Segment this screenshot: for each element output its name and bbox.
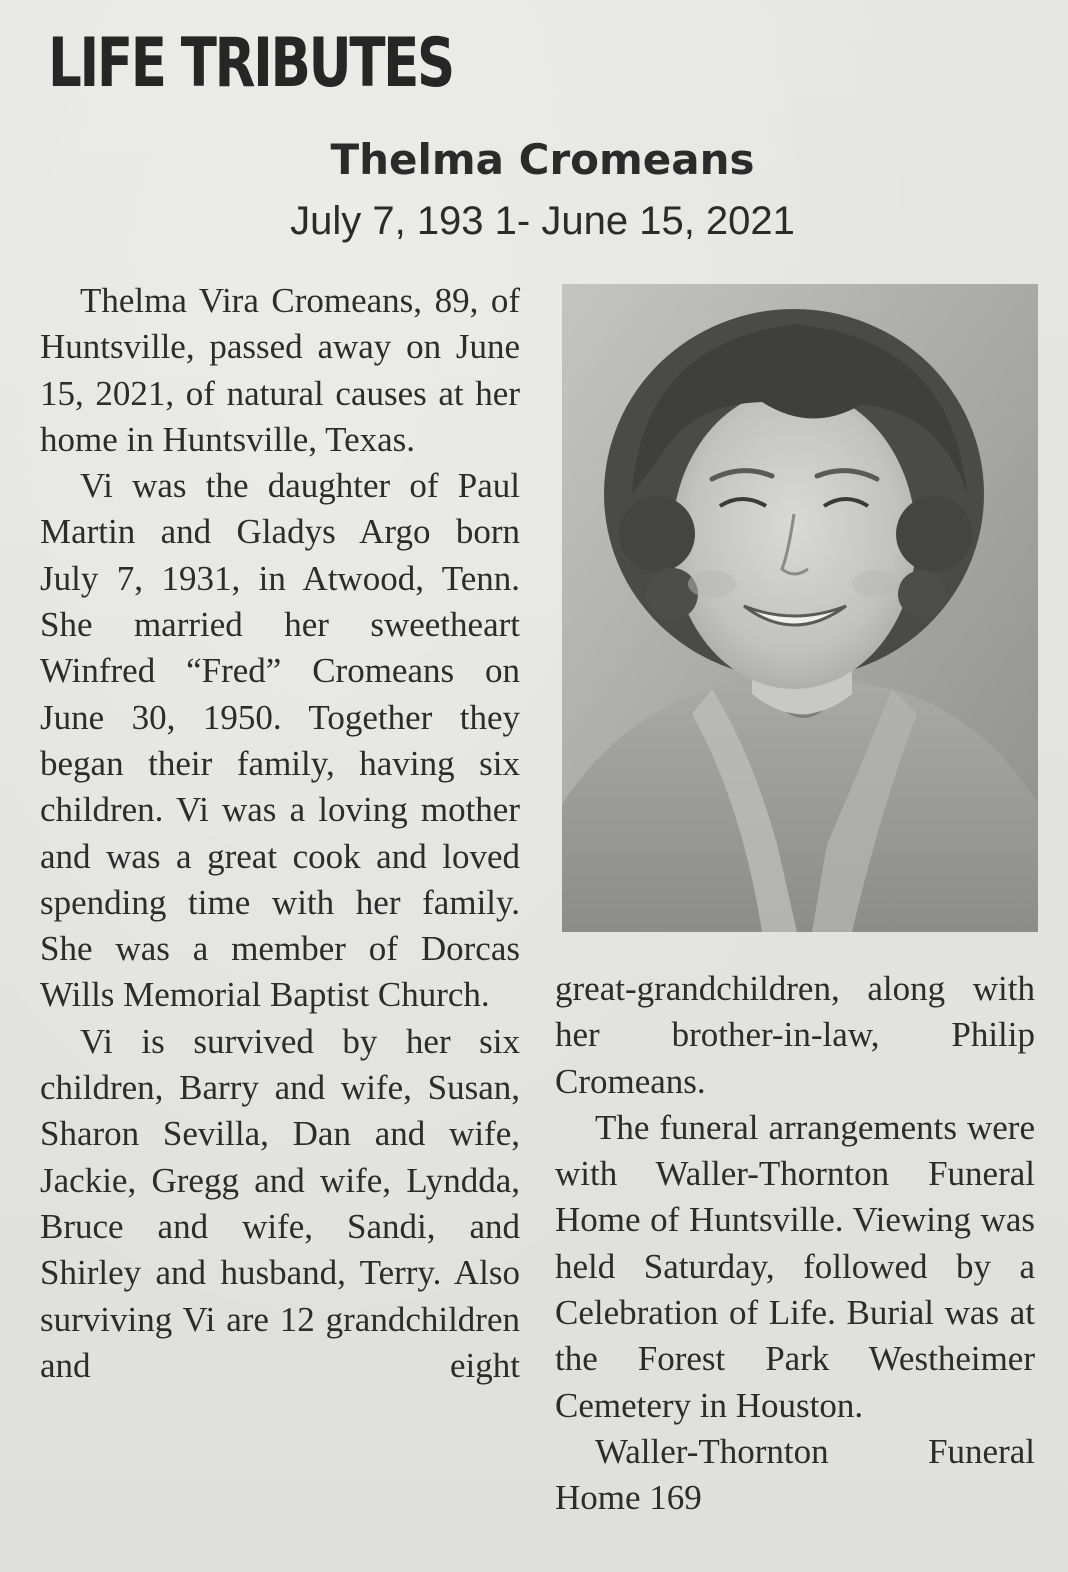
left-column	[40, 278, 520, 1389]
paragraph-survivors-cont: great-grandchildren, along with her brother-in-law, Philip Cromeans.	[555, 969, 1035, 1101]
portrait-photo	[562, 284, 1038, 932]
paragraph-family: Vi was the daughter of Paul Martin and Gladys Argo born July 7, 1931, in Atwood, Tenn. She married her sweetheart Winfred “Fred” Cromeans on June 30, 1950. Together they began their family, having six children. Vi was a loving mother and was a great cook and loved spending time with her family. She was a member of Dorcas Wills Memorial Baptist Church.	[40, 466, 520, 1015]
section-title: LIFE TRIBUTES	[48, 24, 453, 103]
paragraph-arrangements: The funeral arrangements were with Waller-Thornton Funeral Home of Huntsville. Viewing was held Saturday, followed by a Celebration of Life. Burial was at the Forest Park Westheimer Cemetery in Houston.	[555, 1107, 1035, 1425]
paragraph-survivors: Vi is survived by her six children, Barry and wife, Susan, Sharon Sevilla, Dan and wife, Jackie, Gregg and wife, Lyndda, Bruce and wife, Sandi, and Shirley and husband, Terry. Also surviving Vi are 12 grandchildren and eight	[40, 1021, 520, 1385]
paragraph-funeral-home: Waller-Thornton Funeral Home 169	[555, 1431, 1035, 1518]
right-column	[555, 966, 1035, 1522]
obituary-dates: July 7, 193 1- June 15, 2021	[290, 199, 795, 243]
portrait-illustration	[562, 284, 1038, 932]
paragraph-intro: Thelma Vira Cromeans, 89, of Huntsville, passed away on June 15, 2021, of natural causes at her home in Huntsville, Texas.	[40, 281, 520, 459]
obituary-name: Thelma Cromeans	[330, 135, 755, 184]
